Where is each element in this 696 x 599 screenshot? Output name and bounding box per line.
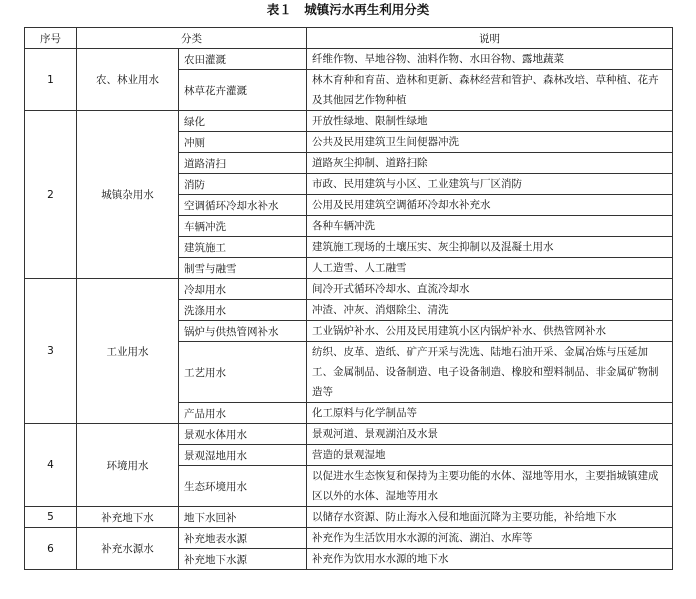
description-cell: 间冷开式循环冷却水、直流冷却水 bbox=[307, 279, 673, 300]
group-number: 2 bbox=[25, 111, 77, 279]
description-cell: 冲渣、冲灰、消烟除尘、清洗 bbox=[307, 300, 673, 321]
group-number: 1 bbox=[25, 49, 77, 111]
subcategory-cell: 林草花卉灌溉 bbox=[179, 70, 307, 111]
group-category: 农、林业用水 bbox=[77, 49, 179, 111]
group-category: 补充水源水 bbox=[77, 528, 179, 570]
subcategory-cell: 道路清扫 bbox=[179, 153, 307, 174]
description-cell: 市政、民用建筑与小区、工业建筑与厂区消防 bbox=[307, 174, 673, 195]
group-number: 5 bbox=[25, 507, 77, 528]
table-row bbox=[25, 111, 673, 132]
header-no: 序号 bbox=[25, 28, 77, 49]
description-cell: 以储存水资源、防止海水入侵和地面沉降为主要功能，补给地下水 bbox=[307, 507, 673, 528]
description-cell: 开放性绿地、限制性绿地 bbox=[307, 111, 673, 132]
group-number: 6 bbox=[25, 528, 77, 570]
table-row bbox=[25, 424, 673, 445]
subcategory-cell: 补充地表水源 bbox=[179, 528, 307, 549]
subcategory-cell: 建筑施工 bbox=[179, 237, 307, 258]
group-number: 3 bbox=[25, 279, 77, 424]
description-cell: 补充作为饮用水水源的地下水 bbox=[307, 549, 673, 570]
classification-table bbox=[24, 27, 673, 570]
description-cell: 建筑施工现场的土壤压实、灰尘抑制以及混凝土用水 bbox=[307, 237, 673, 258]
subcategory-cell: 绿化 bbox=[179, 111, 307, 132]
table-row bbox=[25, 49, 673, 70]
description-cell: 以促进水生态恢复和保持为主要功能的水体、湿地等用水，主要指城镇建成区以外的水体、湿地等用水 bbox=[307, 466, 673, 507]
group-category: 环境用水 bbox=[77, 424, 179, 507]
table-row bbox=[25, 507, 673, 528]
description-cell: 纤维作物、旱地谷物、油料作物、水田谷物、露地蔬菜 bbox=[307, 49, 673, 70]
table-body bbox=[25, 49, 673, 570]
description-cell: 公用及民用建筑空调循环冷却水补充水 bbox=[307, 195, 673, 216]
header-desc: 说明 bbox=[307, 28, 673, 49]
subcategory-cell: 制雪与融雪 bbox=[179, 258, 307, 279]
group-category: 补充地下水 bbox=[77, 507, 179, 528]
group-number: 4 bbox=[25, 424, 77, 507]
description-cell: 公共及民用建筑卫生间便器冲洗 bbox=[307, 132, 673, 153]
description-cell: 人工造雪、人工融雪 bbox=[307, 258, 673, 279]
header-category: 分类 bbox=[77, 28, 307, 49]
subcategory-cell: 锅炉与供热管网补水 bbox=[179, 321, 307, 342]
header-row bbox=[25, 28, 673, 49]
subcategory-cell: 景观湿地用水 bbox=[179, 445, 307, 466]
description-cell: 景观河道、景观湖泊及水景 bbox=[307, 424, 673, 445]
subcategory-cell: 地下水回补 bbox=[179, 507, 307, 528]
description-cell: 纺织、皮革、造纸、矿产开采与洗选、陆地石油开采、金属冶炼与压延加工、金属制品、设备制造、电子设备制造、橡胶和塑料制品、非金属矿物制造等 bbox=[307, 342, 673, 403]
subcategory-cell: 车辆冲洗 bbox=[179, 216, 307, 237]
table-row bbox=[25, 528, 673, 549]
subcategory-cell: 补充地下水源 bbox=[179, 549, 307, 570]
subcategory-cell: 消防 bbox=[179, 174, 307, 195]
group-category: 工业用水 bbox=[77, 279, 179, 424]
subcategory-cell: 洗涤用水 bbox=[179, 300, 307, 321]
description-cell: 各种车辆冲洗 bbox=[307, 216, 673, 237]
subcategory-cell: 冷却用水 bbox=[179, 279, 307, 300]
subcategory-cell: 生态环境用水 bbox=[179, 466, 307, 507]
description-cell: 工业锅炉补水、公用及民用建筑小区内锅炉补水、供热管网补水 bbox=[307, 321, 673, 342]
subcategory-cell: 冲厕 bbox=[179, 132, 307, 153]
description-cell: 化工原料与化学制品等 bbox=[307, 403, 673, 424]
subcategory-cell: 空调循环冷却水补水 bbox=[179, 195, 307, 216]
description-cell: 补充作为生活饮用水水源的河流、湖泊、水库等 bbox=[307, 528, 673, 549]
subcategory-cell: 景观水体用水 bbox=[179, 424, 307, 445]
table-title: 表１ 城镇污水再生利用分类 bbox=[266, 2, 430, 17]
description-cell: 林木育种和育苗、造林和更新、森林经营和管护、森林改培、草种植、花卉及其他园艺作物种植 bbox=[307, 70, 673, 111]
table-row bbox=[25, 279, 673, 300]
subcategory-cell: 农田灌溉 bbox=[179, 49, 307, 70]
subcategory-cell: 产品用水 bbox=[179, 403, 307, 424]
subcategory-cell: 工艺用水 bbox=[179, 342, 307, 403]
description-cell: 道路灰尘抑制、道路扫除 bbox=[307, 153, 673, 174]
description-cell: 营造的景观湿地 bbox=[307, 445, 673, 466]
group-category: 城镇杂用水 bbox=[77, 111, 179, 279]
